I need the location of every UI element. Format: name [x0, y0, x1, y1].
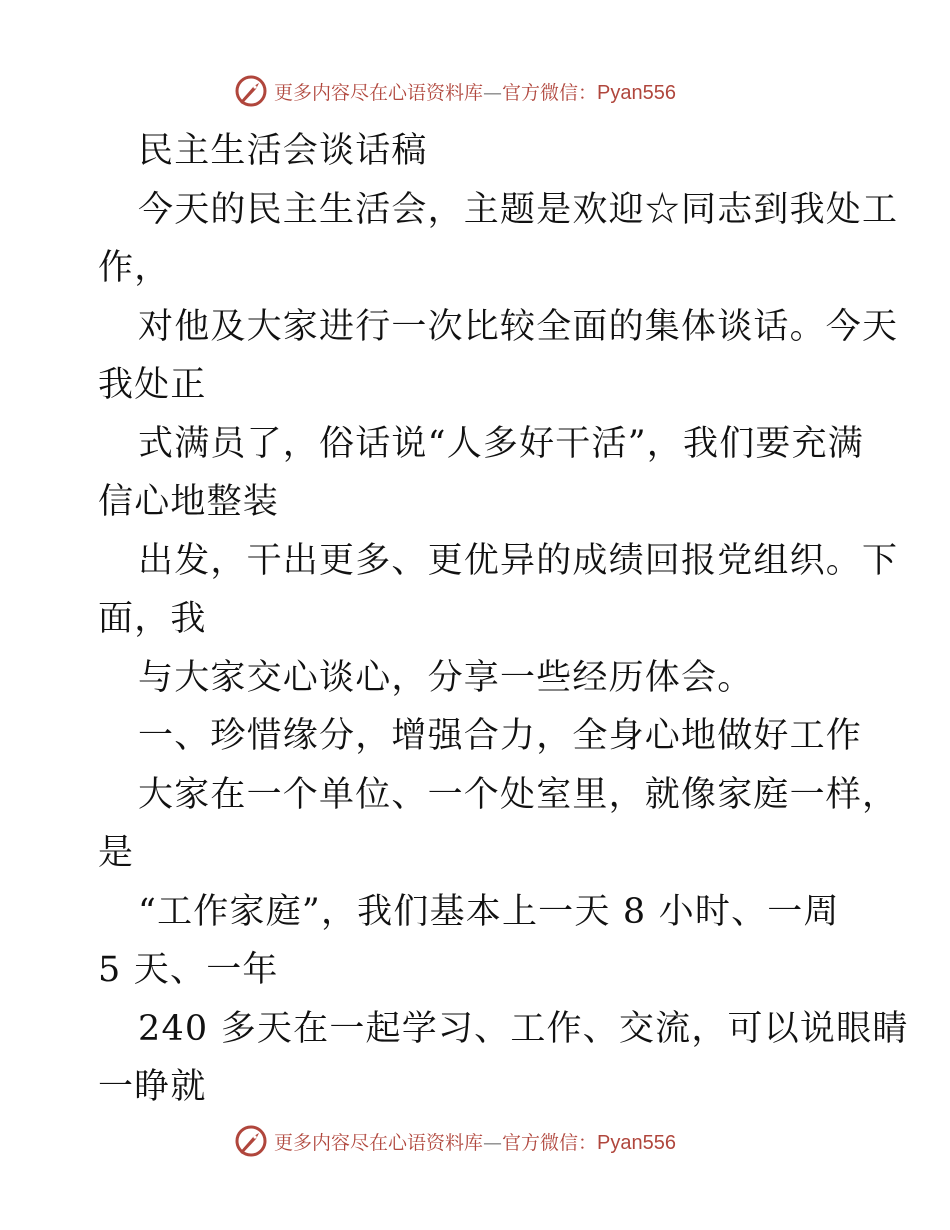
watermark-wechat-id: Pyan556 [597, 1131, 676, 1154]
text-line: 对他及大家进行一次比较全面的集体谈话。今天 [138, 306, 899, 347]
watermark-wechat-id: Pyan556 [597, 81, 676, 104]
text-line: 信心地整装 [98, 482, 280, 522]
text-line: 240 多天在一起学习、工作、交流，可以说眼睛 [138, 1008, 909, 1049]
header-watermark [234, 74, 676, 108]
pen-nib-logo-icon [234, 74, 268, 108]
watermark-suffix: 官方微信： [502, 81, 598, 104]
text-line: 5 天、一年 [98, 950, 279, 990]
text-line: 我处正 [98, 365, 207, 405]
text-line: 一、珍惜缘分，增强合力，全身心地做好工作 [138, 716, 863, 756]
watermark-suffix: 官方微信： [502, 1131, 598, 1154]
footer-watermark [234, 1124, 676, 1158]
text-line: 是 [98, 833, 135, 873]
text-line: 作， [98, 248, 171, 288]
watermark-text [274, 1128, 676, 1155]
text-line: 式满员了，俗话说“人多好干活”，我们要充满 [138, 423, 864, 464]
watermark-brand: 更多内容尽在心语资料库 [274, 81, 484, 104]
document-body [98, 122, 909, 1117]
text-line: 出发，干出更多、更优异的成绩回报党组织。下 [138, 540, 899, 581]
watermark-text [274, 78, 676, 105]
text-line: 今天的民主生活会，主题是欢迎☆同志到我处工 [138, 189, 899, 230]
text-line: 大家在一个单位、一个处室里，就像家庭一样， [138, 774, 899, 815]
pen-nib-logo-icon [234, 1124, 268, 1158]
text-line: “工作家庭”，我们基本上一天 8 小时、一周 [138, 891, 840, 932]
text-line: 一睁就 [98, 1067, 207, 1107]
watermark-separator: — [483, 81, 503, 104]
text-line: 与大家交心谈心，分享一些经历体会。 [138, 657, 754, 698]
text-line: 民主生活会谈话稿 [138, 131, 428, 171]
watermark-separator: — [483, 1131, 503, 1154]
text-line: 面，我 [98, 599, 207, 639]
watermark-brand: 更多内容尽在心语资料库 [274, 1131, 484, 1154]
